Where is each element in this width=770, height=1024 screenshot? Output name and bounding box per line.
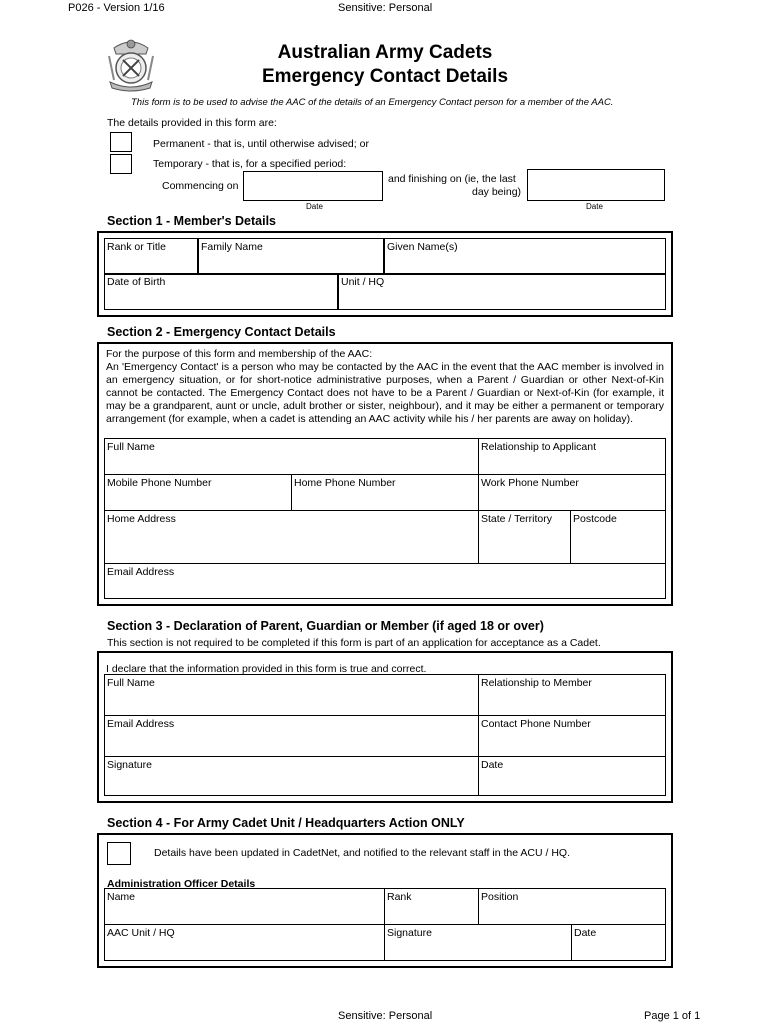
admin-unit-field[interactable]	[104, 924, 385, 961]
finishing-label-line1: and finishing on (ie, the last	[388, 173, 516, 185]
family-name-field[interactable]	[198, 238, 384, 275]
unit-hq-label: Unit / HQ	[341, 276, 385, 288]
duration-lead: The details provided in this form are:	[107, 117, 277, 129]
admin-date-label: Date	[574, 927, 597, 939]
admin-rank-label: Rank	[387, 891, 412, 903]
classification-header: Sensitive: Personal	[338, 2, 433, 14]
unit-hq-field[interactable]	[338, 273, 666, 310]
work-phone-field[interactable]	[478, 474, 666, 511]
home-address-label: Home Address	[107, 513, 176, 525]
postcode-label: Postcode	[573, 513, 617, 525]
intro-text: This form is to be used to advise the AAC of the details of an Emergency Contact person for a member of the AAC.	[131, 97, 614, 108]
rank-label: Rank or Title	[107, 241, 166, 253]
section1-frame	[97, 231, 673, 317]
given-names-label: Given Name(s)	[387, 241, 458, 253]
dob-label: Date of Birth	[107, 276, 166, 288]
admin-name-field[interactable]	[104, 888, 385, 925]
rank-field[interactable]	[104, 238, 198, 275]
declarant-signature-field[interactable]	[104, 756, 479, 796]
section3-note: This section is not required to be completed if this form is part of an application for acceptance as a Cadet.	[107, 637, 601, 649]
admin-unit-label: AAC Unit / HQ	[107, 927, 175, 939]
finishing-label-line2: day being)	[472, 186, 522, 198]
admin-officer-heading: Administration Officer Details	[107, 878, 256, 890]
admin-rank-field[interactable]	[384, 888, 479, 925]
postcode-field[interactable]	[570, 510, 666, 564]
admin-position-field[interactable]	[478, 888, 666, 925]
declaration-date-label: Date	[481, 759, 504, 771]
relationship-to-member-field[interactable]	[478, 674, 666, 716]
admin-signature-field[interactable]	[384, 924, 572, 961]
given-names-field[interactable]	[384, 238, 666, 275]
section2-para2: An 'Emergency Contact' is a person who may be contacted by the AAC in the event that the AAC member is involved in an emergency situation, or for short-notice administrative purposes, when a Parent / Guardian or other Next-of-Kin cannot be contacted. The Emergency Contact does not have to be a Parent / Guardian or Next-of-Kin (for example, it may be a grandparent, aunt or uncle, adult brother or sister, neighbour), and it may be either a permanent or temporary arrangement (for example, when a cadet is attending an AAC activity while his / her parents are away on holiday).	[106, 361, 664, 425]
contact-email-label: Email Address	[107, 566, 175, 578]
admin-signature-label: Signature	[387, 927, 432, 939]
section1-title: Section 1 - Member's Details	[107, 214, 277, 228]
classification-footer: Sensitive: Personal	[338, 1010, 433, 1022]
work-phone-label: Work Phone Number	[481, 477, 579, 489]
form-title-line2: Emergency Contact Details	[261, 66, 509, 87]
permanent-label: Permanent - that is, until otherwise advised; or	[153, 138, 369, 150]
army-crest-icon	[106, 34, 156, 92]
section3-title: Section 3 - Declaration of Parent, Guardian or Member (if aged 18 or over)	[107, 619, 544, 633]
cadetnet-updated-label: Details have been updated in CadetNet, and notified to the relevant staff in the ACU / HQ.	[154, 847, 570, 859]
section3-frame	[97, 651, 673, 803]
contact-phone-label: Contact Phone Number	[481, 718, 591, 730]
state-territory-field[interactable]	[478, 510, 571, 564]
mobile-phone-field[interactable]	[104, 474, 292, 511]
declarant-email-label: Email Address	[107, 718, 175, 730]
permanent-checkbox[interactable]	[110, 132, 132, 152]
finishing-date-caption: Date	[586, 202, 603, 211]
section4-title: Section 4 - For Army Cadet Unit / Headquarters Action ONLY	[107, 816, 465, 830]
declaration-text: I declare that the information provided in this form is true and correct.	[106, 663, 427, 675]
admin-date-field[interactable]	[571, 924, 666, 961]
section2-title: Section 2 - Emergency Contact Details	[107, 325, 336, 339]
contact-email-field[interactable]	[104, 563, 666, 599]
home-address-field[interactable]	[104, 510, 479, 564]
mobile-phone-label: Mobile Phone Number	[107, 477, 212, 489]
admin-name-label: Name	[107, 891, 136, 903]
relationship-field[interactable]	[478, 438, 666, 475]
relationship-label: Relationship to Applicant	[481, 441, 596, 453]
section2-para1: For the purpose of this form and membership of the AAC:	[106, 348, 373, 360]
commencing-date-field[interactable]	[243, 171, 383, 201]
relationship-to-member-label: Relationship to Member	[481, 677, 592, 689]
contact-phone-field[interactable]	[478, 715, 666, 757]
dob-field[interactable]	[104, 273, 338, 310]
finishing-date-field[interactable]	[527, 169, 665, 201]
section2-frame	[97, 342, 673, 606]
declarant-signature-label: Signature	[107, 759, 152, 771]
declarant-email-field[interactable]	[104, 715, 479, 757]
contact-full-name-label: Full Name	[107, 441, 155, 453]
family-name-label: Family Name	[201, 241, 263, 253]
document-code: P026 - Version 1/16	[68, 2, 165, 14]
temporary-label: Temporary - that is, for a specified period:	[153, 158, 347, 170]
contact-full-name-field[interactable]	[104, 438, 479, 475]
commencing-label: Commencing on	[162, 180, 239, 192]
form-title-line1: Australian Army Cadets	[277, 42, 493, 63]
declarant-full-name-field[interactable]	[104, 674, 479, 716]
home-phone-field[interactable]	[291, 474, 479, 511]
state-territory-label: State / Territory	[481, 513, 552, 525]
home-phone-label: Home Phone Number	[294, 477, 396, 489]
temporary-checkbox[interactable]	[110, 154, 132, 174]
cadetnet-updated-checkbox[interactable]	[107, 842, 131, 865]
page-number: Page 1 of 1	[644, 1010, 701, 1022]
declaration-date-field[interactable]	[478, 756, 666, 796]
section4-frame	[97, 833, 673, 968]
declarant-full-name-label: Full Name	[107, 677, 155, 689]
commencing-date-caption: Date	[306, 202, 323, 211]
admin-position-label: Position	[481, 891, 519, 903]
